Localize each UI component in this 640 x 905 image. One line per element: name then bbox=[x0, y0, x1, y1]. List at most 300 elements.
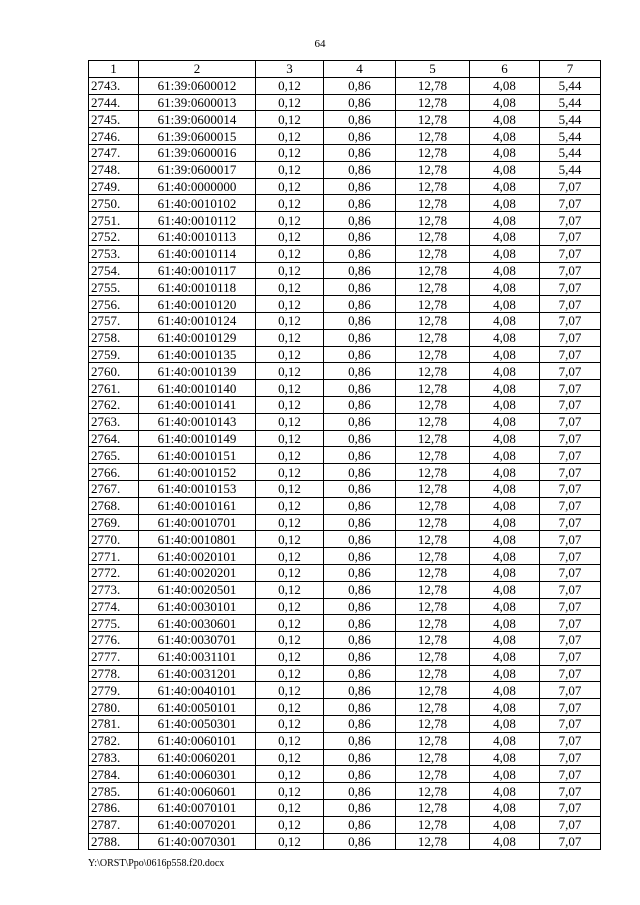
table-cell: 7,07 bbox=[540, 497, 601, 514]
table-cell: 0,12 bbox=[256, 548, 324, 565]
table-cell: 7,07 bbox=[540, 480, 601, 497]
table-cell: 61:40:0070101 bbox=[139, 800, 256, 817]
table-cell: 61:40:0010153 bbox=[139, 480, 256, 497]
table-cell: 0,86 bbox=[324, 682, 396, 699]
table-cell: 12,78 bbox=[396, 296, 470, 313]
table-cell: 2777. bbox=[89, 648, 139, 665]
table-cell: 4,08 bbox=[470, 816, 540, 833]
table-cell: 0,12 bbox=[256, 296, 324, 313]
table-row bbox=[89, 581, 601, 598]
table-cell: 12,78 bbox=[396, 800, 470, 817]
table-cell: 0,12 bbox=[256, 497, 324, 514]
table-cell: 12,78 bbox=[396, 380, 470, 397]
table-cell: 4,08 bbox=[470, 497, 540, 514]
table-cell: 2787. bbox=[89, 816, 139, 833]
table-row bbox=[89, 77, 601, 94]
table-cell: 0,12 bbox=[256, 413, 324, 430]
table-cell: 7,07 bbox=[540, 380, 601, 397]
column-header: 5 bbox=[396, 61, 470, 78]
table-cell: 0,12 bbox=[256, 212, 324, 229]
table-cell: 7,07 bbox=[540, 766, 601, 783]
table-cell: 0,12 bbox=[256, 464, 324, 481]
column-header: 3 bbox=[256, 61, 324, 78]
table-row bbox=[89, 94, 601, 111]
table-cell: 12,78 bbox=[396, 749, 470, 766]
table-cell: 61:40:0060601 bbox=[139, 783, 256, 800]
table-cell: 2788. bbox=[89, 833, 139, 850]
table-cell: 2779. bbox=[89, 682, 139, 699]
table-cell: 2772. bbox=[89, 564, 139, 581]
table-cell: 12,78 bbox=[396, 716, 470, 733]
column-header: 4 bbox=[324, 61, 396, 78]
table-cell: 7,07 bbox=[540, 464, 601, 481]
table-cell: 12,78 bbox=[396, 632, 470, 649]
table-cell: 0,86 bbox=[324, 161, 396, 178]
table-cell: 12,78 bbox=[396, 77, 470, 94]
table-cell: 7,07 bbox=[540, 615, 601, 632]
table-cell: 2778. bbox=[89, 665, 139, 682]
table-cell: 0,86 bbox=[324, 480, 396, 497]
table-cell: 0,86 bbox=[324, 497, 396, 514]
table-cell: 0,86 bbox=[324, 800, 396, 817]
table-row bbox=[89, 447, 601, 464]
table-cell: 61:39:0600014 bbox=[139, 111, 256, 128]
table-cell: 0,12 bbox=[256, 783, 324, 800]
table-cell: 2783. bbox=[89, 749, 139, 766]
table-cell: 4,08 bbox=[470, 128, 540, 145]
table-cell: 0,12 bbox=[256, 363, 324, 380]
table-cell: 0,86 bbox=[324, 766, 396, 783]
table-cell: 7,07 bbox=[540, 396, 601, 413]
table-cell: 4,08 bbox=[470, 111, 540, 128]
table-row bbox=[89, 128, 601, 145]
table-cell: 4,08 bbox=[470, 212, 540, 229]
table-cell: 0,86 bbox=[324, 464, 396, 481]
table-row bbox=[89, 329, 601, 346]
table-row bbox=[89, 783, 601, 800]
table-cell: 7,07 bbox=[540, 195, 601, 212]
table-cell: 7,07 bbox=[540, 430, 601, 447]
table-cell: 0,12 bbox=[256, 665, 324, 682]
table-cell: 4,08 bbox=[470, 648, 540, 665]
table-cell: 7,07 bbox=[540, 816, 601, 833]
table-cell: 7,07 bbox=[540, 665, 601, 682]
table-cell: 0,12 bbox=[256, 648, 324, 665]
table-cell: 2785. bbox=[89, 783, 139, 800]
data-table bbox=[88, 60, 601, 850]
table-cell: 0,86 bbox=[324, 783, 396, 800]
table-cell: 0,12 bbox=[256, 346, 324, 363]
table-cell: 7,07 bbox=[540, 598, 601, 615]
table-cell: 12,78 bbox=[396, 615, 470, 632]
table-cell: 7,07 bbox=[540, 228, 601, 245]
table-cell: 12,78 bbox=[396, 128, 470, 145]
table-row bbox=[89, 363, 601, 380]
table-cell: 4,08 bbox=[470, 144, 540, 161]
table-cell: 2781. bbox=[89, 716, 139, 733]
column-header: 6 bbox=[470, 61, 540, 78]
table-cell: 7,07 bbox=[540, 279, 601, 296]
table-row bbox=[89, 632, 601, 649]
table-cell: 0,12 bbox=[256, 396, 324, 413]
table-cell: 0,86 bbox=[324, 430, 396, 447]
table-cell: 7,07 bbox=[540, 413, 601, 430]
table-cell: 4,08 bbox=[470, 699, 540, 716]
table-cell: 0,86 bbox=[324, 178, 396, 195]
table-cell: 4,08 bbox=[470, 732, 540, 749]
table-cell: 4,08 bbox=[470, 77, 540, 94]
table-cell: 4,08 bbox=[470, 464, 540, 481]
table-header-row bbox=[89, 61, 601, 78]
table-cell: 0,12 bbox=[256, 447, 324, 464]
table-row bbox=[89, 245, 601, 262]
table-cell: 0,12 bbox=[256, 178, 324, 195]
table-cell: 12,78 bbox=[396, 480, 470, 497]
table-cell: 4,08 bbox=[470, 632, 540, 649]
table-cell: 4,08 bbox=[470, 800, 540, 817]
table-cell: 7,07 bbox=[540, 648, 601, 665]
table-cell: 7,07 bbox=[540, 833, 601, 850]
table-cell: 0,12 bbox=[256, 833, 324, 850]
table-cell: 0,86 bbox=[324, 144, 396, 161]
table-cell: 61:40:0020201 bbox=[139, 564, 256, 581]
table-cell: 61:40:0010151 bbox=[139, 447, 256, 464]
table-cell: 5,44 bbox=[540, 94, 601, 111]
table-cell: 0,12 bbox=[256, 699, 324, 716]
table-row bbox=[89, 312, 601, 329]
table-row bbox=[89, 665, 601, 682]
table-cell: 61:40:0010141 bbox=[139, 396, 256, 413]
table-cell: 12,78 bbox=[396, 682, 470, 699]
table-cell: 61:40:0070301 bbox=[139, 833, 256, 850]
table-cell: 5,44 bbox=[540, 144, 601, 161]
table-cell: 0,12 bbox=[256, 111, 324, 128]
table-cell: 2766. bbox=[89, 464, 139, 481]
table-cell: 2746. bbox=[89, 128, 139, 145]
table-cell: 4,08 bbox=[470, 312, 540, 329]
table-cell: 12,78 bbox=[396, 447, 470, 464]
table-cell: 12,78 bbox=[396, 665, 470, 682]
table-cell: 61:39:0600013 bbox=[139, 94, 256, 111]
table-cell: 0,12 bbox=[256, 279, 324, 296]
table-cell: 0,86 bbox=[324, 581, 396, 598]
table-cell: 5,44 bbox=[540, 111, 601, 128]
table-cell: 2764. bbox=[89, 430, 139, 447]
table-cell: 61:40:0010801 bbox=[139, 531, 256, 548]
table-cell: 0,86 bbox=[324, 833, 396, 850]
footer-file-path: Y:\ORST\Ppo\0616p558.f20.docx bbox=[88, 858, 225, 869]
table-cell: 0,86 bbox=[324, 279, 396, 296]
table-cell: 0,86 bbox=[324, 716, 396, 733]
table-cell: 2752. bbox=[89, 228, 139, 245]
table-cell: 61:40:0010161 bbox=[139, 497, 256, 514]
table-cell: 4,08 bbox=[470, 766, 540, 783]
table-cell: 61:40:0031201 bbox=[139, 665, 256, 682]
table-row bbox=[89, 413, 601, 430]
table-cell: 0,86 bbox=[324, 816, 396, 833]
table-cell: 0,86 bbox=[324, 699, 396, 716]
table-cell: 0,86 bbox=[324, 195, 396, 212]
table-cell: 4,08 bbox=[470, 833, 540, 850]
table-cell: 0,12 bbox=[256, 430, 324, 447]
table-cell: 0,86 bbox=[324, 94, 396, 111]
table-row bbox=[89, 464, 601, 481]
page-number: 64 bbox=[314, 38, 326, 50]
table-cell: 4,08 bbox=[470, 245, 540, 262]
table-cell: 4,08 bbox=[470, 749, 540, 766]
table-cell: 0,12 bbox=[256, 716, 324, 733]
table-cell: 61:40:0010114 bbox=[139, 245, 256, 262]
table-cell: 4,08 bbox=[470, 581, 540, 598]
table-cell: 0,86 bbox=[324, 346, 396, 363]
table-cell: 5,44 bbox=[540, 77, 601, 94]
table-cell: 4,08 bbox=[470, 195, 540, 212]
table-cell: 61:40:0020501 bbox=[139, 581, 256, 598]
table-cell: 4,08 bbox=[470, 598, 540, 615]
table-cell: 0,86 bbox=[324, 296, 396, 313]
table-row bbox=[89, 564, 601, 581]
table-cell: 0,12 bbox=[256, 598, 324, 615]
table-cell: 0,86 bbox=[324, 262, 396, 279]
table-cell: 2749. bbox=[89, 178, 139, 195]
table-cell: 12,78 bbox=[396, 564, 470, 581]
table-cell: 4,08 bbox=[470, 447, 540, 464]
table-cell: 0,86 bbox=[324, 564, 396, 581]
table-row bbox=[89, 816, 601, 833]
table-cell: 12,78 bbox=[396, 363, 470, 380]
table-cell: 4,08 bbox=[470, 380, 540, 397]
table-cell: 7,07 bbox=[540, 296, 601, 313]
table-cell: 0,12 bbox=[256, 632, 324, 649]
table-cell: 0,86 bbox=[324, 447, 396, 464]
table-cell: 0,12 bbox=[256, 732, 324, 749]
table-row bbox=[89, 531, 601, 548]
table-cell: 61:40:0070201 bbox=[139, 816, 256, 833]
table-cell: 12,78 bbox=[396, 648, 470, 665]
table-cell: 12,78 bbox=[396, 245, 470, 262]
table-cell: 4,08 bbox=[470, 783, 540, 800]
table-cell: 2784. bbox=[89, 766, 139, 783]
table-cell: 4,08 bbox=[470, 329, 540, 346]
table-cell: 61:40:0030601 bbox=[139, 615, 256, 632]
table-cell: 0,12 bbox=[256, 195, 324, 212]
table-cell: 0,12 bbox=[256, 749, 324, 766]
table-cell: 0,86 bbox=[324, 363, 396, 380]
table-cell: 12,78 bbox=[396, 833, 470, 850]
table-row bbox=[89, 716, 601, 733]
table-cell: 5,44 bbox=[540, 128, 601, 145]
table-cell: 12,78 bbox=[396, 228, 470, 245]
table-row bbox=[89, 648, 601, 665]
table-row bbox=[89, 178, 601, 195]
table-cell: 61:40:0010118 bbox=[139, 279, 256, 296]
table-cell: 61:40:0010701 bbox=[139, 514, 256, 531]
table-cell: 61:40:0060301 bbox=[139, 766, 256, 783]
table-cell: 0,12 bbox=[256, 480, 324, 497]
table-row bbox=[89, 480, 601, 497]
table-row bbox=[89, 615, 601, 632]
table-cell: 2770. bbox=[89, 531, 139, 548]
table-cell: 12,78 bbox=[396, 732, 470, 749]
table-cell: 12,78 bbox=[396, 178, 470, 195]
table-cell: 7,07 bbox=[540, 531, 601, 548]
table-row bbox=[89, 699, 601, 716]
table-row bbox=[89, 296, 601, 313]
table-cell: 0,12 bbox=[256, 262, 324, 279]
table-row bbox=[89, 682, 601, 699]
table-cell: 12,78 bbox=[396, 497, 470, 514]
table-cell: 2761. bbox=[89, 380, 139, 397]
table-cell: 61:40:0010117 bbox=[139, 262, 256, 279]
table-cell: 7,07 bbox=[540, 699, 601, 716]
table-cell: 0,12 bbox=[256, 312, 324, 329]
table-cell: 2755. bbox=[89, 279, 139, 296]
table-cell: 0,86 bbox=[324, 531, 396, 548]
table-cell: 61:39:0600012 bbox=[139, 77, 256, 94]
table-cell: 61:40:0060101 bbox=[139, 732, 256, 749]
table-cell: 2780. bbox=[89, 699, 139, 716]
table-cell: 0,86 bbox=[324, 312, 396, 329]
table-cell: 61:40:0050101 bbox=[139, 699, 256, 716]
table-cell: 12,78 bbox=[396, 262, 470, 279]
table-cell: 12,78 bbox=[396, 413, 470, 430]
table-cell: 2782. bbox=[89, 732, 139, 749]
table-cell: 12,78 bbox=[396, 531, 470, 548]
table-cell: 2771. bbox=[89, 548, 139, 565]
table-cell: 2767. bbox=[89, 480, 139, 497]
table-cell: 61:40:0031101 bbox=[139, 648, 256, 665]
table-cell: 0,12 bbox=[256, 531, 324, 548]
table-cell: 0,12 bbox=[256, 329, 324, 346]
table-cell: 7,07 bbox=[540, 682, 601, 699]
table-cell: 7,07 bbox=[540, 581, 601, 598]
table-cell: 12,78 bbox=[396, 548, 470, 565]
table-cell: 7,07 bbox=[540, 346, 601, 363]
table-cell: 0,12 bbox=[256, 94, 324, 111]
table-cell: 4,08 bbox=[470, 514, 540, 531]
table-cell: 61:40:0010135 bbox=[139, 346, 256, 363]
table-cell: 2757. bbox=[89, 312, 139, 329]
table-cell: 2773. bbox=[89, 581, 139, 598]
table-row bbox=[89, 800, 601, 817]
table-cell: 12,78 bbox=[396, 329, 470, 346]
table-cell: 12,78 bbox=[396, 212, 470, 229]
table-cell: 61:40:0010139 bbox=[139, 363, 256, 380]
table-cell: 2768. bbox=[89, 497, 139, 514]
table-cell: 0,12 bbox=[256, 564, 324, 581]
table-cell: 0,86 bbox=[324, 329, 396, 346]
table-cell: 7,07 bbox=[540, 800, 601, 817]
table-cell: 61:40:0030701 bbox=[139, 632, 256, 649]
table-row bbox=[89, 732, 601, 749]
table-row bbox=[89, 548, 601, 565]
table-cell: 7,07 bbox=[540, 178, 601, 195]
table-cell: 0,86 bbox=[324, 245, 396, 262]
table-cell: 4,08 bbox=[470, 430, 540, 447]
table-cell: 0,86 bbox=[324, 665, 396, 682]
table-cell: 7,07 bbox=[540, 749, 601, 766]
table-cell: 4,08 bbox=[470, 615, 540, 632]
table-row bbox=[89, 380, 601, 397]
table-cell: 0,86 bbox=[324, 111, 396, 128]
table-cell: 0,86 bbox=[324, 77, 396, 94]
table-row bbox=[89, 212, 601, 229]
table-cell: 4,08 bbox=[470, 413, 540, 430]
table-cell: 61:40:0010120 bbox=[139, 296, 256, 313]
table-cell: 0,86 bbox=[324, 514, 396, 531]
table-cell: 0,86 bbox=[324, 396, 396, 413]
table-cell: 0,12 bbox=[256, 766, 324, 783]
table-cell: 61:40:0050301 bbox=[139, 716, 256, 733]
table-cell: 4,08 bbox=[470, 363, 540, 380]
table-cell: 7,07 bbox=[540, 632, 601, 649]
table-row bbox=[89, 833, 601, 850]
table-cell: 12,78 bbox=[396, 464, 470, 481]
table-cell: 12,78 bbox=[396, 766, 470, 783]
table-cell: 61:40:0010140 bbox=[139, 380, 256, 397]
table-cell: 61:40:0010113 bbox=[139, 228, 256, 245]
table-cell: 4,08 bbox=[470, 262, 540, 279]
table-cell: 4,08 bbox=[470, 682, 540, 699]
table-cell: 0,12 bbox=[256, 514, 324, 531]
table-cell: 2760. bbox=[89, 363, 139, 380]
table-cell: 12,78 bbox=[396, 514, 470, 531]
table-cell: 0,86 bbox=[324, 648, 396, 665]
table-cell: 4,08 bbox=[470, 296, 540, 313]
table-cell: 12,78 bbox=[396, 816, 470, 833]
table-cell: 61:40:0060201 bbox=[139, 749, 256, 766]
table-cell: 61:40:0020101 bbox=[139, 548, 256, 565]
table-cell: 61:39:0600015 bbox=[139, 128, 256, 145]
table-row bbox=[89, 144, 601, 161]
table-cell: 2759. bbox=[89, 346, 139, 363]
table-cell: 12,78 bbox=[396, 195, 470, 212]
table-cell: 0,12 bbox=[256, 800, 324, 817]
table-cell: 2743. bbox=[89, 77, 139, 94]
table-cell: 61:40:0010149 bbox=[139, 430, 256, 447]
table-cell: 0,12 bbox=[256, 380, 324, 397]
table-row bbox=[89, 111, 601, 128]
column-header: 7 bbox=[540, 61, 601, 78]
table-row bbox=[89, 195, 601, 212]
table-cell: 7,07 bbox=[540, 245, 601, 262]
table-cell: 4,08 bbox=[470, 178, 540, 195]
table-cell: 12,78 bbox=[396, 346, 470, 363]
table-cell: 7,07 bbox=[540, 363, 601, 380]
table-cell: 2786. bbox=[89, 800, 139, 817]
table-cell: 61:40:0010112 bbox=[139, 212, 256, 229]
table-cell: 4,08 bbox=[470, 346, 540, 363]
table-cell: 0,86 bbox=[324, 598, 396, 615]
table-cell: 7,07 bbox=[540, 312, 601, 329]
table-cell: 2762. bbox=[89, 396, 139, 413]
table-cell: 7,07 bbox=[540, 564, 601, 581]
table-cell: 0,86 bbox=[324, 548, 396, 565]
table-cell: 0,12 bbox=[256, 615, 324, 632]
table-cell: 7,07 bbox=[540, 329, 601, 346]
table-cell: 2776. bbox=[89, 632, 139, 649]
table-cell: 7,07 bbox=[540, 783, 601, 800]
table-cell: 2758. bbox=[89, 329, 139, 346]
table-cell: 12,78 bbox=[396, 94, 470, 111]
table-row bbox=[89, 396, 601, 413]
table-cell: 61:40:0030101 bbox=[139, 598, 256, 615]
table-cell: 4,08 bbox=[470, 161, 540, 178]
table-cell: 4,08 bbox=[470, 396, 540, 413]
table-row bbox=[89, 598, 601, 615]
table-cell: 2747. bbox=[89, 144, 139, 161]
table-cell: 61:40:0010152 bbox=[139, 464, 256, 481]
